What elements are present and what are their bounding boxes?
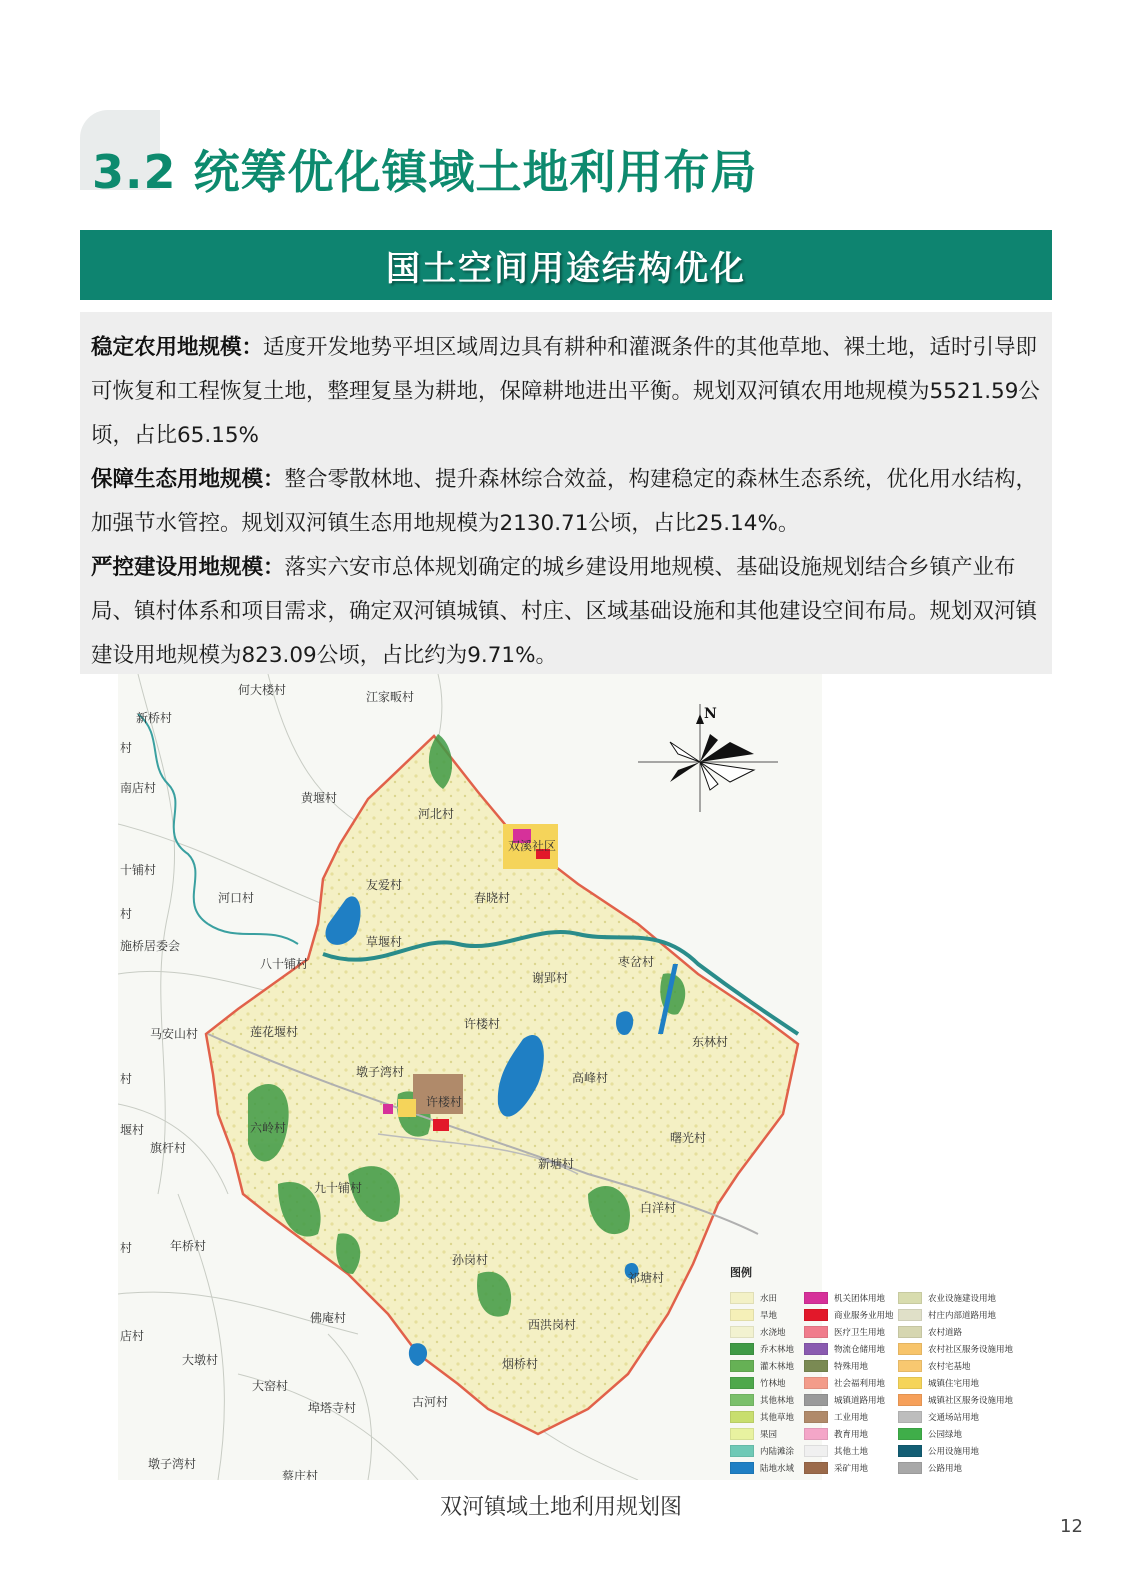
village-label: 河北村	[418, 807, 455, 821]
legend-label: 竹林地	[760, 1379, 786, 1389]
legend-label: 公园绿地	[928, 1430, 963, 1440]
village-label: 墩子湾村	[148, 1457, 197, 1471]
village-label: 烟桥村	[502, 1357, 539, 1371]
legend-swatch	[898, 1326, 922, 1338]
section-banner	[80, 230, 1052, 300]
village-label: 新桥村	[136, 711, 173, 725]
village-label: 大墩村	[182, 1353, 219, 1367]
village-label: 谢郢村	[532, 971, 569, 985]
legend-item	[730, 1428, 777, 1440]
legend-swatch	[898, 1445, 922, 1457]
legend-swatch	[898, 1428, 922, 1440]
legend-label: 村庄内部道路用地	[928, 1311, 997, 1321]
legend-item	[730, 1377, 786, 1389]
legend-swatch	[898, 1462, 922, 1474]
paragraph-text: 适度开发地势平坦区域周边具有耕种和灌溉条件的其他草地、裸土地，适时引导即可恢复和工程恢复土地，整理复垦为耕地，保障耕地进出平衡。规划双河镇农用地规模为5521.59公顷，占比65.15%	[91, 335, 1040, 448]
legend-item	[898, 1377, 979, 1389]
village-label: 年桥村	[170, 1239, 207, 1253]
legend-swatch	[804, 1411, 828, 1423]
paragraph-ecological	[91, 458, 1040, 546]
village-label: 草堰村	[366, 935, 403, 949]
village-label: 十铺村	[120, 863, 157, 877]
village-label: 西洪岗村	[528, 1318, 577, 1332]
village-label: 村	[120, 1241, 133, 1255]
legend-item	[730, 1462, 794, 1474]
north-label: N	[704, 706, 717, 722]
legend-label: 公路用地	[928, 1464, 963, 1474]
village-label: 八十铺村	[260, 957, 309, 971]
legend-label: 其他草地	[760, 1413, 795, 1423]
legend-label: 物流仓储用地	[834, 1345, 886, 1355]
legend-label: 农村社区服务设施用地	[928, 1345, 1014, 1355]
legend-item	[730, 1445, 794, 1457]
legend-label: 交通场站用地	[928, 1413, 980, 1423]
village-label: 大窑村	[252, 1379, 289, 1393]
legend-label: 城镇社区服务设施用地	[928, 1396, 1014, 1406]
legend-swatch	[898, 1377, 922, 1389]
paragraph-text: 整合零散林地、提升森林综合效益，构建稳定的森林生态系统，优化用水结构，加强节水管控。规划双河镇生态用地规模为2130.71公顷，占比25.14%。	[91, 467, 1038, 536]
legend-swatch	[730, 1309, 754, 1321]
village-label: 东林村	[692, 1035, 729, 1049]
village-label: 友爱村	[366, 878, 403, 892]
legend-swatch	[898, 1309, 922, 1321]
village-label: 双溪社区	[508, 839, 557, 853]
paragraph-text: 落实六安市总体规划确定的城乡建设用地规模、基础设施规划结合乡镇产业布局、镇村体系和项目需求，确定双河镇城镇、村庄、区域基础设施和其他建设空间布局。规划双河镇建设用地规模为823.09公顷，占比约为9.71%。	[91, 555, 1038, 668]
legend-item	[804, 1394, 885, 1406]
village-label: 蔡庄村	[282, 1469, 319, 1480]
legend-swatch	[804, 1445, 828, 1457]
legend-item	[898, 1326, 962, 1338]
legend-swatch	[730, 1411, 754, 1423]
legend-item	[730, 1394, 794, 1406]
legend-swatch	[804, 1360, 828, 1372]
legend-swatch	[730, 1292, 754, 1304]
paragraph-construction	[91, 546, 1040, 678]
village-label: 南店村	[120, 781, 157, 795]
village-label: 村	[120, 1072, 133, 1086]
legend-label: 采矿用地	[834, 1464, 869, 1474]
legend-swatch	[804, 1394, 828, 1406]
legend-label: 工业用地	[834, 1413, 869, 1423]
legend-label: 乔木林地	[760, 1345, 795, 1355]
legend-swatch	[804, 1343, 828, 1355]
legend-label: 内陆滩涂	[760, 1447, 795, 1457]
legend-label: 农业设施建设用地	[928, 1294, 997, 1304]
legend-swatch	[804, 1309, 828, 1321]
legend-item	[730, 1326, 786, 1338]
legend-item	[898, 1292, 996, 1304]
village-label: 春晓村	[474, 891, 511, 905]
village-label: 何大楼村	[238, 683, 287, 697]
legend-swatch	[898, 1411, 922, 1423]
legend-label: 特殊用地	[834, 1362, 869, 1372]
village-label: 店村	[120, 1329, 145, 1343]
village-label: 白洋村	[640, 1201, 677, 1215]
legend-item	[730, 1343, 794, 1355]
legend-swatch	[898, 1292, 922, 1304]
legend-item	[804, 1377, 885, 1389]
legend-swatch	[898, 1343, 922, 1355]
legend-item	[804, 1326, 885, 1338]
legend-item	[898, 1445, 979, 1457]
legend-swatch	[898, 1394, 922, 1406]
legend-label: 旱地	[760, 1311, 778, 1321]
legend-item	[804, 1360, 868, 1372]
village-label: 河口村	[218, 891, 255, 905]
paragraph-label: 稳定农用地规模：	[91, 335, 264, 360]
village-label: 许楼村	[464, 1017, 501, 1031]
legend-item	[804, 1411, 868, 1423]
paragraph-label: 保障生态用地规模：	[91, 467, 285, 492]
legend-item	[730, 1292, 777, 1304]
page-number: 12	[1060, 1516, 1083, 1537]
map-svg	[118, 674, 822, 1480]
village-label: 墩子湾村	[356, 1065, 405, 1079]
legend-label: 陆地水域	[760, 1464, 795, 1474]
village-label: 堰村	[120, 1123, 145, 1137]
legend-swatch	[804, 1462, 828, 1474]
village-label: 曙光村	[670, 1131, 707, 1145]
section-title: 3.2 统筹优化镇域土地利用布局	[92, 145, 758, 199]
legend-swatch	[730, 1377, 754, 1389]
legend-item	[730, 1309, 777, 1321]
legend-swatch	[730, 1445, 754, 1457]
village-label: 莲花堰村	[250, 1025, 299, 1039]
text-box	[80, 312, 1052, 674]
legend-swatch	[898, 1360, 922, 1372]
legend-swatch	[730, 1326, 754, 1338]
legend-swatch	[804, 1377, 828, 1389]
village-label: 旗杆村	[150, 1141, 187, 1155]
legend-label: 农村宅基地	[928, 1362, 971, 1372]
legend-label: 医疗卫生用地	[834, 1328, 886, 1338]
village-label: 佛庵村	[310, 1311, 347, 1325]
legend-label: 社会福利用地	[834, 1379, 886, 1389]
legend-label: 商业服务业用地	[834, 1311, 894, 1321]
village-label: 高峰村	[572, 1071, 609, 1085]
legend-item	[730, 1360, 794, 1372]
village-label: 新塘村	[538, 1157, 575, 1171]
village-label: 六岭村	[250, 1121, 287, 1135]
legend-label: 其他林地	[760, 1396, 795, 1406]
legend-item	[898, 1394, 1013, 1406]
legend-label: 机关团体用地	[834, 1294, 886, 1304]
legend-item	[898, 1309, 996, 1321]
paragraph-agricultural	[91, 326, 1040, 458]
legend-item	[804, 1428, 868, 1440]
village-label: 古河村	[412, 1395, 449, 1409]
banner-title: 国土空间用途结构优化	[386, 248, 746, 289]
village-label: 马安山村	[150, 1027, 199, 1041]
legend-swatch	[804, 1428, 828, 1440]
legend-swatch	[730, 1343, 754, 1355]
legend-label: 城镇道路用地	[834, 1396, 886, 1406]
legend-label: 公用设施用地	[928, 1447, 980, 1457]
village-label: 江家畈村	[366, 690, 415, 704]
village-label: 枣岔村	[618, 955, 655, 969]
village-label: 村	[120, 907, 133, 921]
legend-swatch	[730, 1394, 754, 1406]
legend-swatch	[730, 1360, 754, 1372]
legend-label: 水浇地	[760, 1328, 786, 1338]
legend-label: 城镇住宅用地	[928, 1379, 980, 1389]
legend-item	[804, 1445, 868, 1457]
legend-label: 灌木林地	[760, 1362, 795, 1372]
land-use-map	[118, 674, 822, 1480]
village-label: 埠塔寺村	[308, 1401, 357, 1415]
village-label: 九十铺村	[314, 1181, 363, 1195]
village-label: 施桥居委会	[120, 939, 181, 953]
legend-label: 果园	[760, 1430, 778, 1440]
legend-item	[804, 1292, 885, 1304]
paragraph-label: 严控建设用地规模：	[91, 555, 285, 580]
legend-item	[804, 1309, 894, 1321]
legend-swatch	[804, 1326, 828, 1338]
legend-swatch	[730, 1428, 754, 1440]
village-label: 黄堰村	[301, 791, 338, 805]
legend-swatch	[804, 1292, 828, 1304]
village-label: 孙岗村	[452, 1253, 489, 1267]
legend-item	[898, 1428, 962, 1440]
legend-label: 教育用地	[834, 1430, 869, 1440]
legend-title: 图例	[730, 1266, 752, 1279]
legend-item	[898, 1462, 962, 1474]
village-label: 祁塘村	[628, 1271, 665, 1285]
village-label: 许楼村	[426, 1095, 463, 1109]
legend-label: 水田	[760, 1294, 778, 1304]
legend-item	[898, 1360, 971, 1372]
legend-item	[898, 1411, 979, 1423]
legend-label: 农村道路	[928, 1328, 963, 1338]
legend-item	[730, 1411, 794, 1423]
village-label: 村	[120, 741, 133, 755]
map-caption: 双河镇域土地利用规划图	[439, 1495, 682, 1520]
legend-label: 其他土地	[834, 1447, 869, 1457]
legend-item	[898, 1343, 1013, 1355]
legend-swatch	[730, 1462, 754, 1474]
legend-item	[804, 1462, 868, 1474]
legend-item	[804, 1343, 885, 1355]
map-legend	[730, 1264, 1030, 1480]
